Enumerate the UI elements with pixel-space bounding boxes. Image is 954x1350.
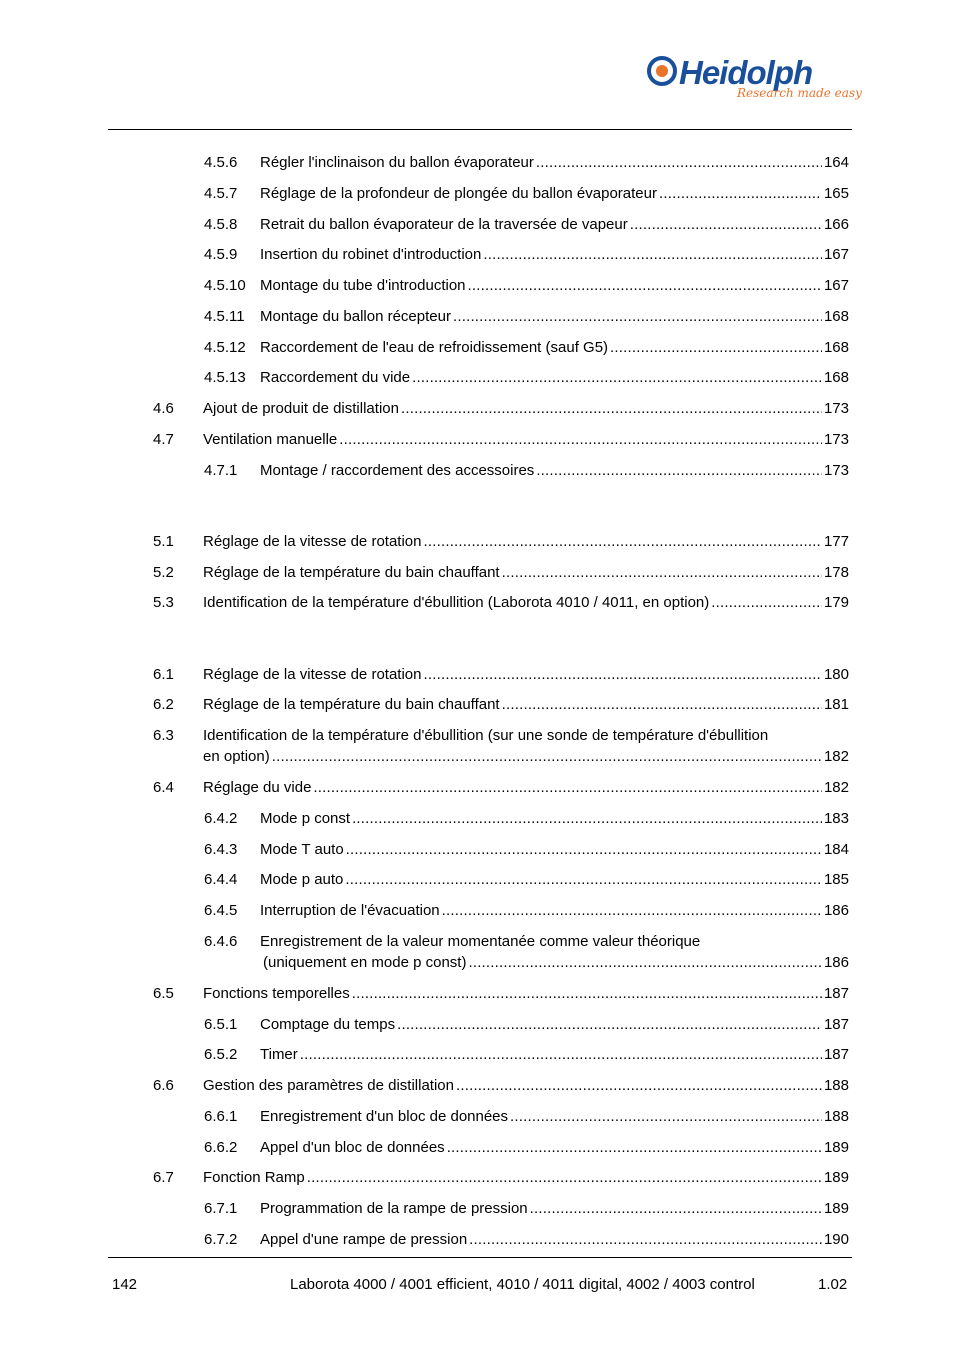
toc-entry-line <box>260 275 849 296</box>
toc-entry-title: Enregistrement d'un bloc de données <box>260 1108 509 1125</box>
toc-entry-page: 185 <box>823 871 849 888</box>
toc-entry-page: 167 <box>823 246 849 263</box>
toc-entry-title: Retrait du ballon évaporateur de la traversée de vapeur <box>260 216 628 233</box>
toc-entry-line <box>203 694 849 715</box>
toc-entry-number: 6.4.2 <box>204 810 238 827</box>
toc-entry-line <box>260 306 849 327</box>
toc-dot-leader <box>447 1137 822 1158</box>
toc-dot-leader <box>412 367 822 388</box>
toc-entry-title: (uniquement en mode p const) <box>263 954 467 971</box>
toc-entry-page: 184 <box>823 841 849 858</box>
toc-entry-title: Fonctions temporelles <box>203 985 350 1002</box>
toc-entry-line <box>260 1044 849 1065</box>
toc-entry-page: 189 <box>823 1139 849 1156</box>
toc-entry-number: 4.7.1 <box>204 462 238 479</box>
toc-entry-title: Réglage de la température du bain chauffant <box>203 564 500 581</box>
toc-dot-leader <box>345 869 822 890</box>
toc-entry-page: 188 <box>823 1108 849 1125</box>
toc-entry-number: 4.5.6 <box>204 154 238 171</box>
toc-entry-line <box>203 746 849 767</box>
toc-entry-page: 166 <box>823 216 849 233</box>
toc-dot-leader <box>468 952 822 973</box>
toc-dot-leader <box>423 664 821 685</box>
toc-entry-title: Réglage de la vitesse de rotation <box>203 533 422 550</box>
toc-dot-leader <box>401 398 822 419</box>
toc-entry-number: 6.5.2 <box>204 1046 238 1063</box>
toc-entry-page: 180 <box>823 666 849 683</box>
toc-entry-page: 173 <box>823 431 849 448</box>
toc-entry-page: 178 <box>823 564 849 581</box>
toc-entry-title: Mode p auto <box>260 871 344 888</box>
toc-entry-page: 182 <box>823 748 849 765</box>
toc-entry-line <box>203 983 849 1004</box>
toc-entry-number: 4.7 <box>153 431 174 448</box>
toc-entry-line <box>203 664 849 685</box>
toc-dot-leader <box>313 777 822 798</box>
toc-entry-number: 6.6.1 <box>204 1108 238 1125</box>
toc-entry-title: Appel d'un bloc de données <box>260 1139 445 1156</box>
toc-entry-page: 186 <box>823 954 849 971</box>
toc-entry-title: Ajout de produit de distillation <box>203 400 399 417</box>
toc-entry-title-line1: Enregistrement de la valeur momentanée comme valeur théorique <box>260 933 701 950</box>
toc-entry-number: 6.6 <box>153 1077 174 1094</box>
brand-tagline: Research made easy <box>737 86 862 100</box>
toc-entry-line <box>203 1075 849 1096</box>
toc-entry-page: 167 <box>823 277 849 294</box>
toc-entry-title-line1: Identification de la température d'ébullition (sur une sonde de température d'ébullition <box>203 727 769 744</box>
toc-entry-line <box>260 1106 849 1127</box>
toc-entry-title: Montage / raccordement des accessoires <box>260 462 535 479</box>
toc-dot-leader <box>272 746 822 767</box>
toc-entry-line <box>203 531 849 552</box>
toc-entry-page: 189 <box>823 1200 849 1217</box>
toc-entry-page: 164 <box>823 154 849 171</box>
toc-entry-page: 168 <box>823 369 849 386</box>
toc-entry-line <box>203 592 849 613</box>
toc-entry-page: 190 <box>823 1231 849 1248</box>
toc-dot-leader <box>536 152 822 173</box>
toc-entry-title: Fonction Ramp <box>203 1169 305 1186</box>
toc-entry-title: Interruption de l'évacuation <box>260 902 440 919</box>
toc-entry-title: Ventilation manuelle <box>203 431 338 448</box>
toc-entry-number: 6.4.3 <box>204 841 238 858</box>
toc-entry-number: 6.5.1 <box>204 1016 238 1033</box>
toc-entry-number: 4.5.8 <box>204 216 238 233</box>
toc-entry-title: Raccordement de l'eau de refroidissement (sauf G5) <box>260 339 609 356</box>
toc-entry-line <box>260 460 849 481</box>
toc-entry-number: 6.2 <box>153 696 174 713</box>
toc-entry-title: Appel d'une rampe de pression <box>260 1231 468 1248</box>
toc-entry-title: Programmation de la rampe de pression <box>260 1200 528 1217</box>
toc-entry-title: Réglage de la vitesse de rotation <box>203 666 422 683</box>
toc-entry-line <box>260 152 849 173</box>
toc-dot-leader <box>502 694 822 715</box>
toc-entry-title: Montage du tube d'introduction <box>260 277 466 294</box>
toc-entry-number: 6.4.4 <box>204 871 238 888</box>
toc-entry-number: 6.6.2 <box>204 1139 238 1156</box>
toc-entry-number: 5.1 <box>153 533 174 550</box>
toc-entry-page: 168 <box>823 339 849 356</box>
toc-entry-page: 183 <box>823 810 849 827</box>
toc-entry-line <box>260 900 849 921</box>
toc-entry-number: 4.5.13 <box>204 369 246 386</box>
toc-dot-leader <box>659 183 822 204</box>
toc-entry-line <box>203 777 849 798</box>
toc-entry-title: Comptage du temps <box>260 1016 396 1033</box>
toc-dot-leader <box>530 1198 822 1219</box>
toc-entry-number: 6.4.5 <box>204 902 238 919</box>
toc-dot-leader <box>468 275 822 296</box>
toc-entry-line <box>260 214 849 235</box>
toc-entry-title: Timer <box>260 1046 298 1063</box>
toc-entry-number: 6.7.1 <box>204 1200 238 1217</box>
toc-entry-page: 189 <box>823 1169 849 1186</box>
toc-entry-line <box>263 952 849 973</box>
toc-dot-leader <box>352 983 822 1004</box>
toc-dot-leader <box>442 900 822 921</box>
toc-entry-number: 6.4 <box>153 779 174 796</box>
toc-dot-leader <box>307 1167 822 1188</box>
toc-entry-page: 173 <box>823 462 849 479</box>
toc-dot-leader <box>536 460 822 481</box>
toc-entry-title: Identification de la température d'ébullition (Laborota 4010 / 4011, en option) <box>203 594 710 611</box>
toc-dot-leader <box>339 429 822 450</box>
toc-entry-page: 182 <box>823 779 849 796</box>
toc-entry-number: 6.7.2 <box>204 1231 238 1248</box>
toc-entry-number: 4.5.9 <box>204 246 238 263</box>
toc-entry-title: Réglage de la température du bain chauffant <box>203 696 500 713</box>
toc-entry-page: 187 <box>823 1046 849 1063</box>
toc-entry-number: 6.1 <box>153 666 174 683</box>
toc-dot-leader <box>630 214 822 235</box>
toc-entry-number: 5.3 <box>153 594 174 611</box>
toc-entry-number: 4.5.12 <box>204 339 246 356</box>
toc-entry-title: Gestion des paramètres de distillation <box>203 1077 454 1094</box>
toc-entry-page: 177 <box>823 533 849 550</box>
footer-version: 1.02 <box>818 1276 848 1293</box>
toc-dot-leader <box>469 1229 822 1250</box>
toc-dot-leader <box>453 306 822 327</box>
toc-entry-line <box>260 808 849 829</box>
toc-entry-title: Réglage du vide <box>203 779 312 796</box>
toc-entry-title: en option) <box>203 748 270 765</box>
toc-entry-number: 4.5.11 <box>204 308 245 325</box>
footer-product: Laborota 4000 / 4001 efficient, 4010 / 4011 digital, 4002 / 4003 control <box>290 1276 755 1293</box>
toc-entry-number: 5.2 <box>153 564 174 581</box>
toc-entry-line <box>260 1014 849 1035</box>
footer-page-number: 142 <box>112 1276 138 1293</box>
toc-entry-title: Mode p const <box>260 810 351 827</box>
toc-entry-line <box>260 367 849 388</box>
toc-entry-line <box>260 337 849 358</box>
toc-entry-line <box>203 562 849 583</box>
toc-dot-leader <box>610 337 822 358</box>
toc-dot-leader <box>483 244 822 265</box>
toc-entry-number: 6.4.6 <box>204 933 238 950</box>
toc-entry-title: Régler l'inclinaison du ballon évaporateur <box>260 154 534 171</box>
toc-entry-title: Raccordement du vide <box>260 369 411 386</box>
toc-dot-leader <box>423 531 821 552</box>
toc-entry-line <box>260 1229 849 1250</box>
header-rule <box>108 129 852 130</box>
toc-dot-leader <box>456 1075 822 1096</box>
toc-entry-number: 4.6 <box>153 400 174 417</box>
toc-entry-page: 187 <box>823 985 849 1002</box>
toc-dot-leader <box>397 1014 822 1035</box>
toc-dot-leader <box>502 562 822 583</box>
toc-entry-title: Réglage de la profondeur de plongée du ballon évaporateur <box>260 185 657 202</box>
toc-dot-leader <box>300 1044 822 1065</box>
toc-entry-number: 4.5.10 <box>204 277 246 294</box>
toc-dot-leader <box>711 592 822 613</box>
toc-entry-page: 179 <box>823 594 849 611</box>
toc-entry-number: 6.5 <box>153 985 174 1002</box>
brand-name: Heidolph <box>679 54 813 91</box>
heidolph-logo <box>645 52 860 114</box>
toc-entry-page: 186 <box>823 902 849 919</box>
toc-entry-line <box>203 398 849 419</box>
footer-rule <box>108 1257 852 1258</box>
toc-entry-page: 188 <box>823 1077 849 1094</box>
toc-entry-line <box>260 1198 849 1219</box>
toc-entry-page: 187 <box>823 1016 849 1033</box>
toc-entry-line <box>203 1167 849 1188</box>
toc-entry-line <box>203 429 849 450</box>
toc-entry-title: Insertion du robinet d'introduction <box>260 246 482 263</box>
toc-entry-number: 6.7 <box>153 1169 174 1186</box>
toc-dot-leader <box>346 839 822 860</box>
toc-dot-leader <box>352 808 822 829</box>
toc-entry-title: Mode T auto <box>260 841 344 858</box>
toc-entry-line <box>260 839 849 860</box>
toc-entry-page: 181 <box>823 696 849 713</box>
toc-entry-page: 173 <box>823 400 849 417</box>
toc-entry-line <box>260 244 849 265</box>
toc-entry-title: Montage du ballon récepteur <box>260 308 451 325</box>
toc-entry-page: 168 <box>823 308 849 325</box>
heidolph-logo-icon <box>647 56 677 86</box>
toc-dot-leader <box>510 1106 822 1127</box>
toc-entry-number: 6.3 <box>153 727 174 744</box>
toc-entry-page: 165 <box>823 185 849 202</box>
toc-entry-line <box>260 1137 849 1158</box>
toc-entry-line <box>260 869 849 890</box>
toc-entry-number: 4.5.7 <box>204 185 238 202</box>
toc-entry-line <box>260 183 849 204</box>
